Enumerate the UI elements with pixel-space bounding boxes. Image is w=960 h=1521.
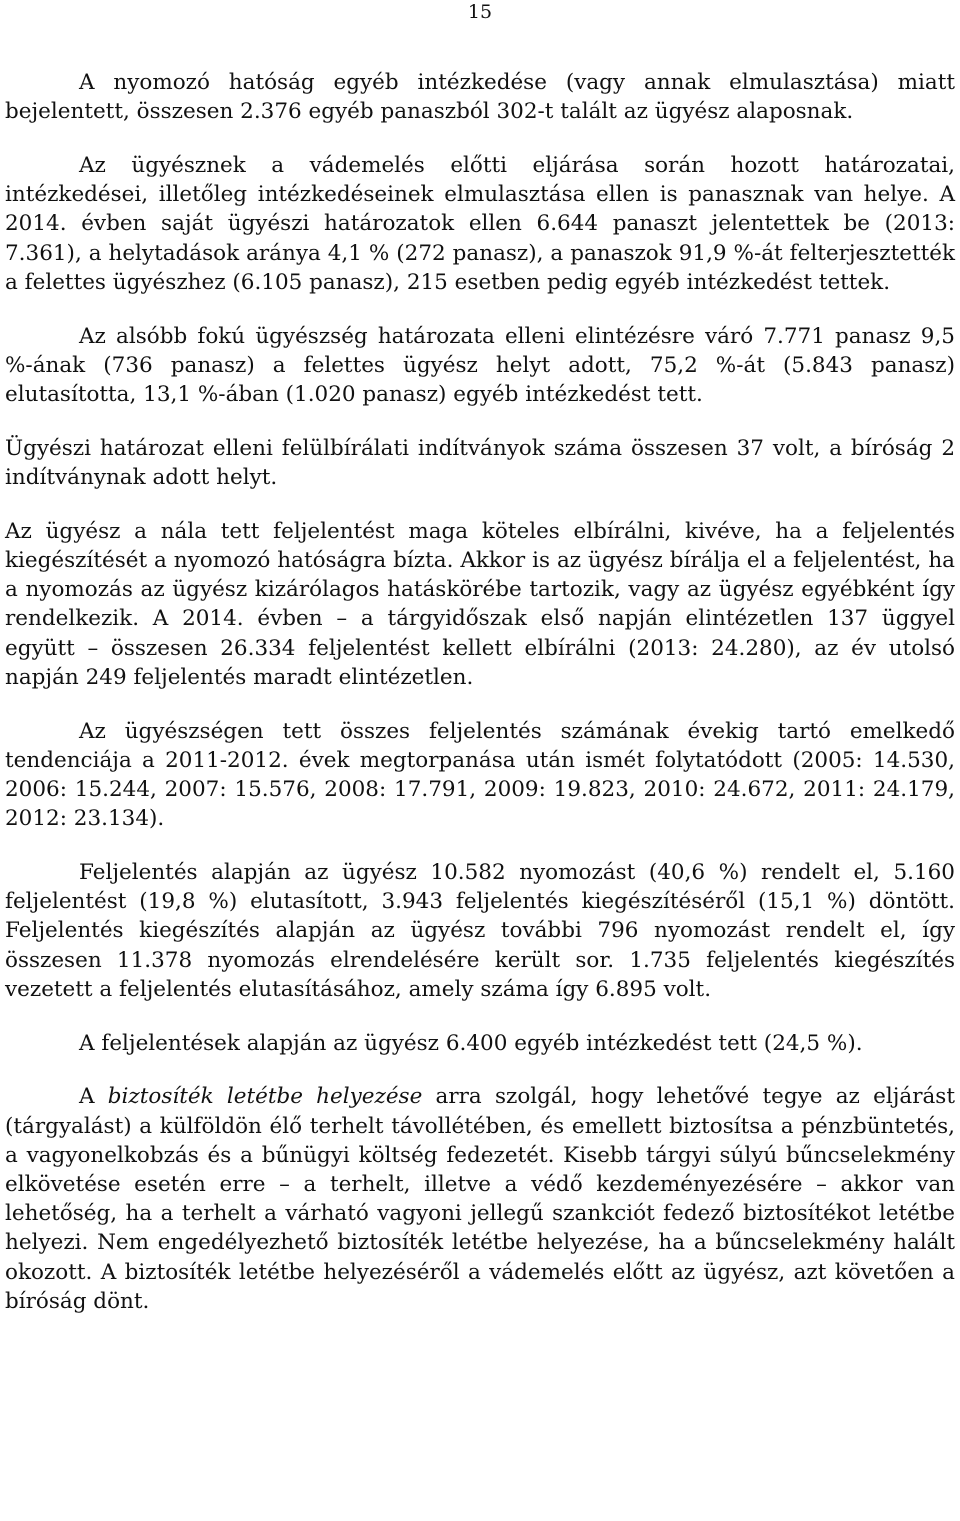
paragraph-reports-assessment: Az ügyész a nála tett feljelentést maga köteles elbírálni, kivéve, ha a feljelentés kiegészítését a nyomozó hatóságra bízta. Akkor is az ügyész bírálja el a feljelentést, ha a nyomozás az ügyész kizárólagos hatáskörébe tartozik, vagy az ügyész egyébként így rendelkezik. A 2014. évben – a tárgyidőszak első napján elintézetlen 137 üggyel együtt – összesen 26.334 feljelentést kellett elbírálni (2013: 24.280), az év utolsó napján 249 feljelentés maradt elintézetlen. <box>5 518 955 690</box>
bail-text-rest: arra szolgál, hogy lehetővé tegye az eljárást (tárgyalást) a külföldön élő terhelt távollétében, és emellett biztosítsa a pénzbüntetés, a vagyonelkobzás és a bűnügyi költség fedezetét. Kisebb tárgyi súlyú bűncselekmény elkövetése esetén erre – a terhelt, illetve a védő kezdeményezésére – akkor van lehetőség, ha a terhelt a várható vagyoni jellegű szankciót fedező biztosítékot letétbe helyezi. Nem engedélyezhető biztosíték letétbe helyezése, ha a bűncselekmény halált okozott. A biztosíték letétbe helyezéséről a vádemelés előtt az ügyész, azt követően a bíróság dönt. <box>5 1084 955 1314</box>
paragraph-investigations-ordered: Feljelentés alapján az ügyész 10.582 nyomozást (40,6 %) rendelt el, 5.160 feljelentést (19,8 %) elutasított, 3.943 feljelentés kiegészítéséről (15,1 %) döntött. Feljelentés kiegészítés alapján az ügyész további 796 nyomozást rendelt el, így összesen 11.378 nyomozás elrendelésére került sor. 1.735 feljelentés kiegészítés vezetett a feljelentés elutasításához, amely száma így 6.895 volt. <box>5 860 955 1002</box>
paragraph-lower-prosecutor-complaints: Az alsóbb fokú ügyészség határozata elleni elintézésre váró 7.771 panasz 9,5 %-ának (736 panasz) a felettes ügyész helyt adott, 75,2 %-át (5.843 panasz) elutasította, 13,1 %-ában (1.020 panasz) egyéb intézkedést tett. <box>5 323 955 408</box>
paragraph-reports-trend: Az ügyészségen tett összes feljelentés számának évekig tartó emelkedő tendenciája a 2011-2012. évek megtorpanása után ismét folytatódott (2005: 14.530, 2006: 15.244, 2007: 15.576, 2008: 17.791, 2009: 19.823, 2010: 24.672, 2011: 24.179, 2012: 23.134). <box>5 718 955 832</box>
paragraph-own-decisions-complaints: Az ügyésznek a vádemelés előtti eljárása során hozott határozatai, intézkedései, illetőleg intézkedéseinek elmulasztása ellen is panasznak van helye. A 2014. évben saját ügyészi határozatok ellen 6.644 panaszt jelentettek be (2013: 7.361), a helytadások aránya 4,1 % (272 panasz), a panaszok 91,9 %-át felterjesztették a felettes ügyészhez (6.105 panasz), 215 esetben pedig egyéb intézkedést tettek. <box>5 153 955 295</box>
paragraph-bail-deposit <box>5 1082 955 1316</box>
paragraph-review-motions: Ügyészi határozat elleni felülbírálati indítványok száma összesen 37 volt, a bíróság 2 indítványnak adott helyt. <box>5 435 955 491</box>
paragraph-other-complaints: A nyomozó hatóság egyéb intézkedése (vagy annak elmulasztása) miatt bejelentett, összesen 2.376 egyéb panaszból 302-t talált az ügyész alaposnak. <box>5 70 955 125</box>
document-body <box>5 68 955 1341</box>
page-number: 15 <box>467 1 493 23</box>
bail-text-start: A <box>79 1084 108 1110</box>
bail-emphasis: biztosíték letétbe helyezése <box>107 1084 423 1110</box>
paragraph-other-measures: A feljelentések alapján az ügyész 6.400 egyéb intézkedést tett (24,5 %). <box>79 1030 863 1056</box>
